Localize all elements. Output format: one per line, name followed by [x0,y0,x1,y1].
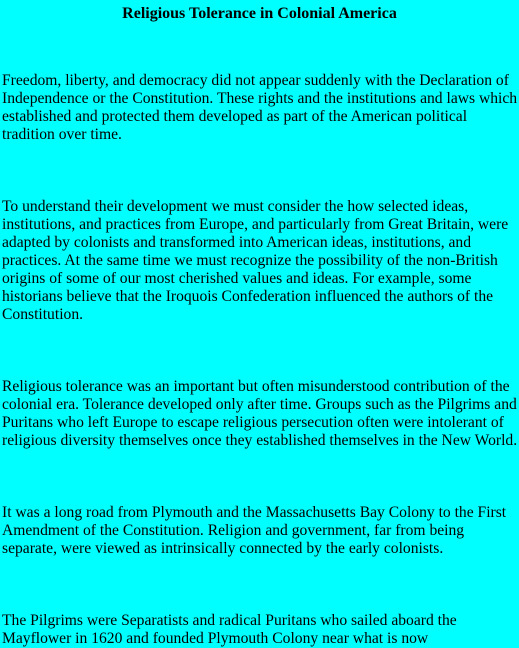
text-line: Independence or the Constitution. These rights and the institutions and laws which [2,90,518,107]
text-line: separate, were viewed as intrinsically connected by the early colonists. [2,540,444,557]
text-line: It was a long road from Plymouth and the Massachusetts Bay Colony to the First [2,504,507,521]
paragraph-freedom-liberty [0,72,517,144]
text-line: historians believe that the Iroquois Confederation influenced the authors of the [2,288,494,305]
paragraph-religious-tolerance [0,378,517,450]
text-line: established and protected them developed as part of the American political [2,108,468,125]
paragraph-long-road [0,504,517,558]
text-line: Constitution. [2,306,84,323]
text-line: Freedom, liberty, and democracy did not appear suddenly with the Declaration of [2,72,509,89]
page-title: Religious Tolerance in Colonial America [122,5,397,22]
text-line: practices. At the same time we must recognize the possibility of the non-British [2,252,498,269]
text-line: Mayflower in 1620 and founded Plymouth Colony near what is now [2,630,429,647]
text-line: Religious tolerance was an important but often misunderstood contribution of the [2,378,510,395]
text-line: Amendment of the Constitution. Religion and government, far from being [2,522,465,539]
text-line: origins of some of our most cherished values and ideas. For example, some [2,270,472,287]
text-line: The Pilgrims were Separatists and radical Puritans who sailed aboard the [2,612,457,629]
text-line: religious diversity themselves once they established themselves in the New World. [2,432,518,449]
paragraph-pilgrims [0,612,517,648]
text-line: institutions, and practices from Europe, and particularly from Great Britain, were [2,216,509,233]
paragraph-understanding-development [0,198,517,324]
text-line: tradition over time. [2,126,122,143]
text-line: adapted by colonists and transformed into American ideas, institutions, and [2,234,472,251]
text-line: colonial era. Tolerance developed only after time. Groups such as the Pilgrims and [2,396,517,413]
text-line: Puritans who left Europe to escape religious persecution often were intolerant of [2,414,504,431]
text-line: To understand their development we must consider the how selected ideas, [2,198,469,215]
